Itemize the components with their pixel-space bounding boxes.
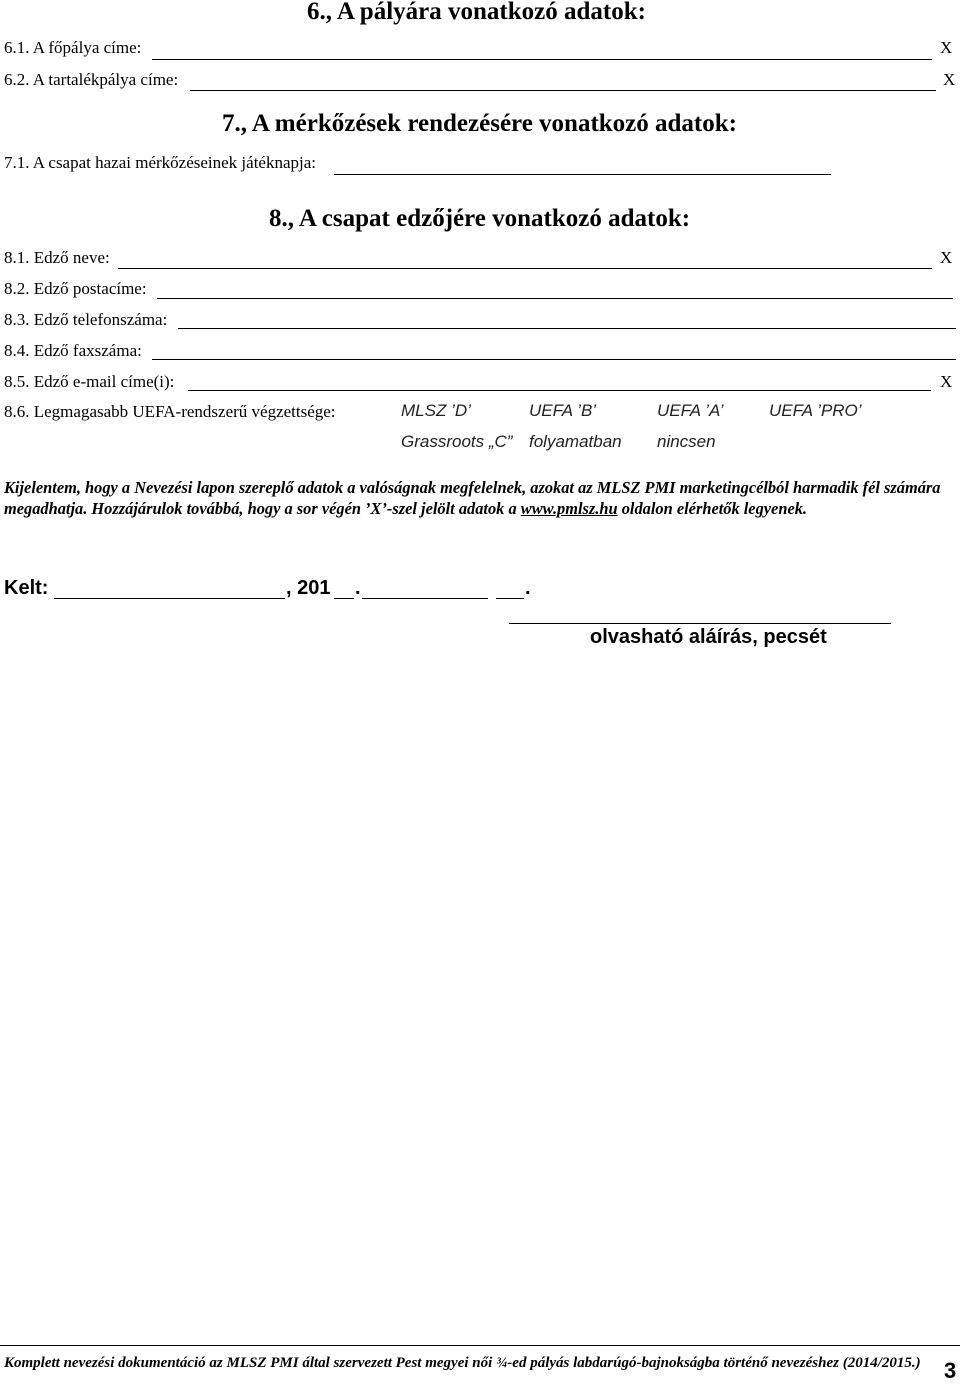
qualification-option-in-progress[interactable]: folyamatban [529, 432, 622, 451]
declaration-text-end: oldalon elérhetők legyenek. [617, 499, 808, 518]
reserve-pitch-public-mark: X [943, 70, 956, 89]
coach-name-field[interactable] [118, 268, 932, 269]
qualification-option-uefa-pro[interactable]: UEFA ’PRO’ [769, 401, 862, 420]
main-pitch-address-field[interactable] [152, 59, 932, 60]
coach-qualification-label: 8.6. Legmagasabb UEFA-rendszerű végzettsége: [4, 402, 336, 421]
page-number: 3 [944, 1358, 957, 1383]
section-7-heading: 7., A mérkőzések rendezésére vonatkozó adatok: [222, 110, 737, 137]
date-label: Kelt: [4, 577, 49, 599]
main-pitch-address-label: 6.1. A főpálya címe: [4, 38, 142, 57]
consent-declaration [4, 477, 956, 519]
section-6-heading: 6., A pályára vonatkozó adatok: [307, 0, 646, 25]
home-matchday-label: 7.1. A csapat hazai mérkőzéseinek játéknapja: [4, 153, 317, 172]
qualification-option-uefa-b[interactable]: UEFA ’B’ [529, 401, 597, 420]
reserve-pitch-address-label: 6.2. A tartalékpálya címe: [4, 70, 179, 89]
reserve-pitch-address-field[interactable] [190, 90, 936, 91]
date-month-field[interactable] [362, 598, 488, 599]
section-8-heading: 8., A csapat edzőjére vonatkozó adatok: [269, 205, 691, 232]
main-pitch-public-mark: X [940, 38, 953, 57]
declaration-text: Kijelentem, hogy a Nevezési lapon szereplő adatok a valóságnak megfelelnek, azokat az MLSZ PMI marketingcélból harmadik fél számára megadhatja. Hozzájárulok továbbá, hogy a sor végén ’X’-szel jelölt adatok a [4, 478, 941, 518]
coach-email-label: 8.5. Edző e-mail címe(i): [4, 372, 175, 391]
coach-email-public-mark: X [940, 372, 953, 391]
coach-fax-label: 8.4. Edző faxszáma: [4, 341, 142, 360]
qualification-option-mlsz-d[interactable]: MLSZ ’D’ [401, 401, 471, 420]
date-year-prefix: , 201 [286, 577, 331, 599]
website-link[interactable]: www.pmlsz.hu [520, 499, 618, 518]
qualification-option-grassroots-c[interactable]: Grassroots „C” [401, 432, 513, 451]
footer-text: Komplett nevezési dokumentáció az MLSZ PMI által szervezett Pest megyei női ¾-ed pályás labdarúgó-bajnokságba történő nevezéshez (2014/2015.) [4, 1355, 921, 1371]
coach-email-field[interactable] [188, 390, 931, 391]
coach-name-label: 8.1. Edző neve: [4, 248, 110, 267]
date-day-field[interactable] [496, 598, 524, 599]
coach-fax-field[interactable] [152, 359, 956, 360]
date-year-field[interactable] [334, 598, 354, 599]
coach-postal-address-field[interactable] [157, 298, 953, 299]
coach-phone-label: 8.3. Edző telefonszáma: [4, 310, 168, 329]
signature-field[interactable] [509, 623, 891, 624]
date-dot-end: . [525, 577, 531, 599]
coach-postal-address-label: 8.2. Edző postacíme: [4, 279, 147, 298]
date-place-field[interactable] [54, 598, 285, 599]
date-dot: . [355, 577, 361, 599]
qualification-option-uefa-a[interactable]: UEFA ’A’ [657, 401, 724, 420]
home-matchday-field[interactable] [334, 174, 831, 175]
signature-label: olvasható aláírás, pecsét [590, 626, 827, 648]
qualification-option-none[interactable]: nincsen [657, 432, 716, 451]
coach-name-public-mark: X [940, 248, 953, 267]
footer-divider [0, 1345, 960, 1346]
coach-phone-field[interactable] [178, 328, 956, 329]
